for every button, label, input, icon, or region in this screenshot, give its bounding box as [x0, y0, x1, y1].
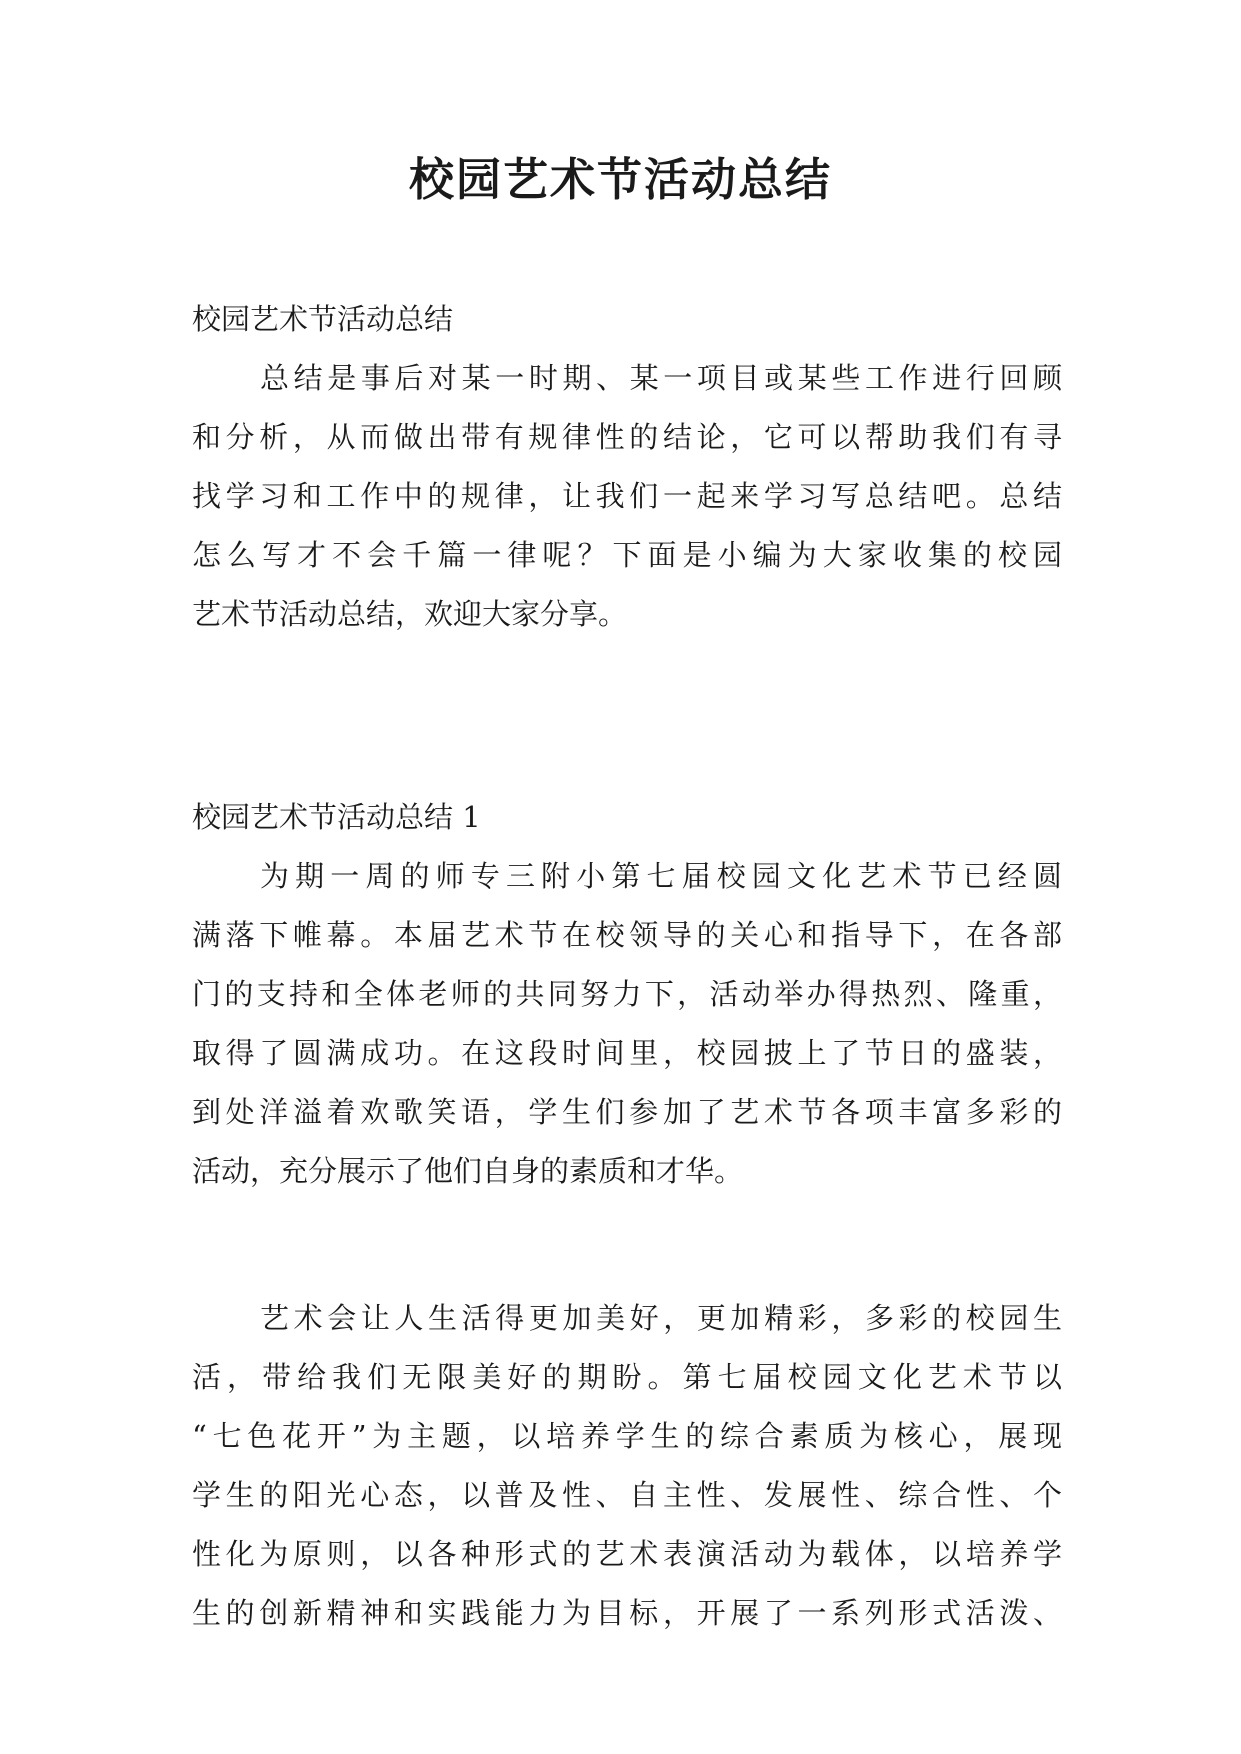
paragraph-line: 学生的阳光心态，以普及性、自主性、发展性、综合性、个: [192, 1478, 1062, 1512]
document-body: [192, 290, 1062, 1643]
paragraph-line: 怎么写才不会千篇一律呢？下面是小编为大家收集的校园: [192, 538, 1062, 572]
paragraph-line: 活，带给我们无限美好的期盼。第七届校园文化艺术节以: [192, 1360, 1062, 1394]
paragraph-line: 艺术节活动总结，欢迎大家分享。: [192, 597, 628, 631]
paragraph-line: 为期一周的师专三附小第七届校园文化艺术节已经圆: [260, 859, 1062, 893]
intro-heading: 校园艺术节活动总结: [192, 302, 454, 336]
paragraph-line: 性化为原则，以各种形式的艺术表演活动为载体，以培养学: [192, 1537, 1062, 1571]
paragraph-line: “七色花开”为主题，以培养学生的综合素质为核心，展现: [192, 1419, 1062, 1453]
paragraph-line: 总结是事后对某一时期、某一项目或某些工作进行回顾: [260, 361, 1062, 395]
section1-paragraph-1: [192, 847, 1062, 1201]
paragraph-line: 找学习和工作中的规律，让我们一起来学习写总结吧。总结: [192, 479, 1062, 513]
intro-paragraph: [192, 349, 1062, 644]
paragraph-line: 满落下帷幕。本届艺术节在校领导的关心和指导下，在各部: [192, 918, 1062, 952]
paragraph-line: 到处洋溢着欢歌笑语，学生们参加了艺术节各项丰富多彩的: [192, 1095, 1062, 1129]
paragraph-line: 艺术会让人生活得更加美好，更加精彩，多彩的校园生: [260, 1301, 1062, 1335]
document-title: 校园艺术节活动总结: [408, 153, 832, 206]
paragraph-line: 门的支持和全体老师的共同努力下，活动举办得热烈、隆重，: [192, 977, 1062, 1011]
paragraph-line: 和分析，从而做出带有规律性的结论，它可以帮助我们有寻: [192, 420, 1062, 454]
paragraph-line: 取得了圆满成功。在这段时间里，校园披上了节日的盛装，: [192, 1036, 1062, 1070]
section-heading: 校园艺术节活动总结 1: [192, 800, 481, 834]
paragraph-line: 活动，充分展示了他们自身的素质和才华。: [192, 1154, 744, 1188]
section1-paragraph-2: [192, 1289, 1062, 1643]
paragraph-line: 生的创新精神和实践能力为目标，开展了一系列形式活泼、: [192, 1596, 1062, 1630]
